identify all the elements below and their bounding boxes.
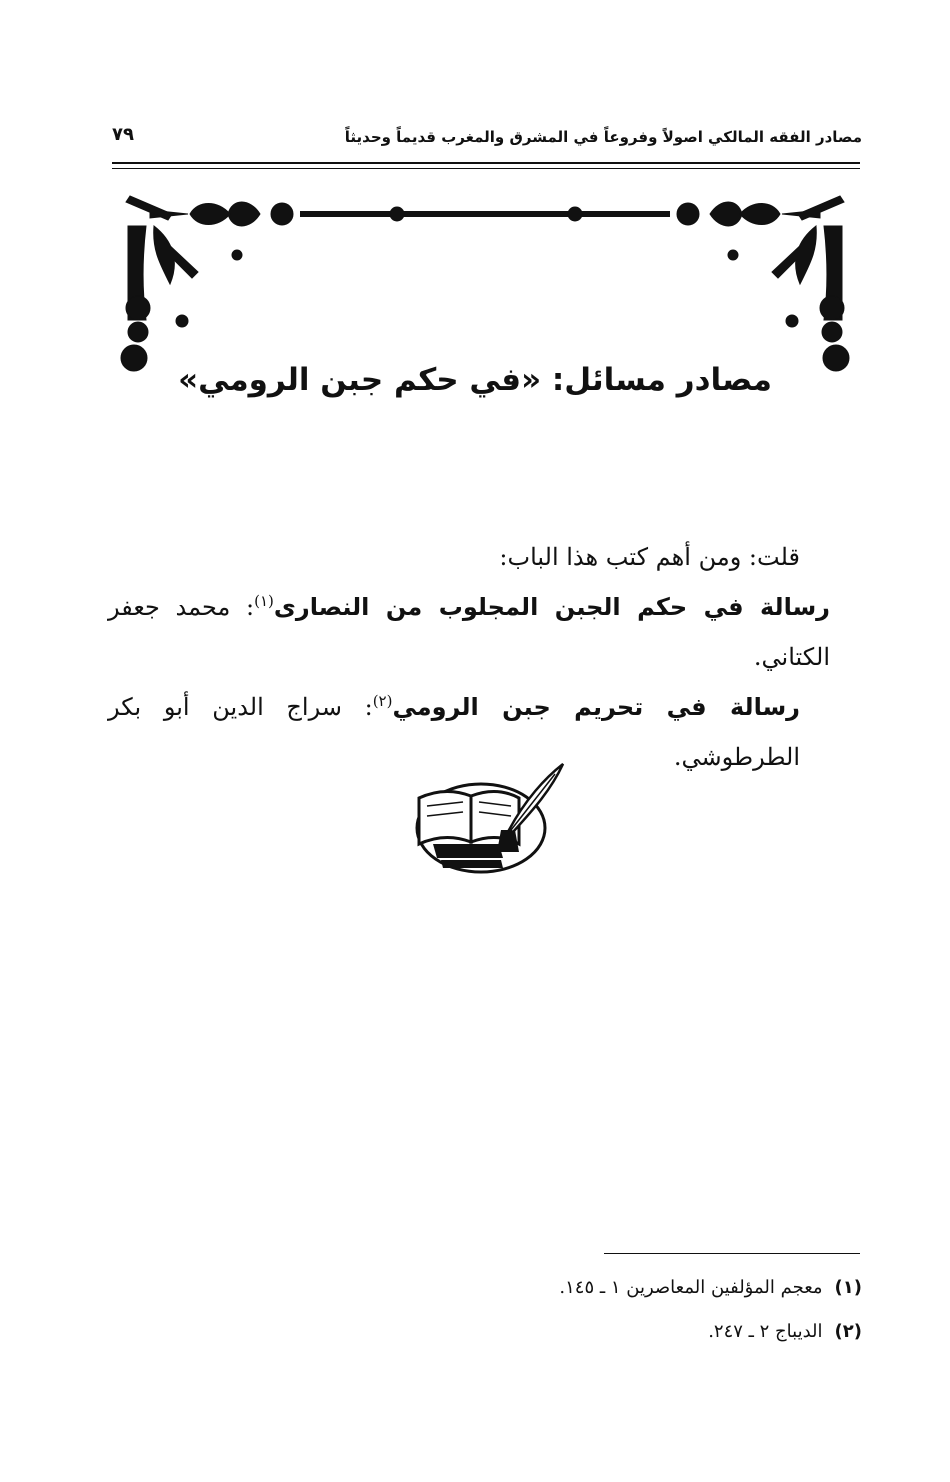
footnote-number: (٢) [834, 1321, 862, 1342]
entry-author: : سراج الدين أبو بكر الطرطوشي. [108, 693, 800, 771]
entry-author: : محمد جعفر الكتاني. [108, 593, 830, 671]
footnote-1 [242, 1266, 862, 1310]
chapter-title: مصادر مسائل: «في حكم جبن الرومي» [178, 362, 772, 398]
main-text [108, 532, 830, 782]
footnote-marker[interactable]: (٢) [372, 692, 393, 710]
header-rule-thin [112, 168, 860, 169]
footnote-text: الديباج ٢ ـ ٢٤٧. [708, 1321, 823, 1342]
intro-line: قلت: ومن أهم كتب هذا الباب: [499, 543, 800, 571]
entry-title: رسالة في تحريم جبن الرومي [392, 693, 800, 721]
book-and-quill-icon [405, 760, 567, 878]
entry-title: رسالة في حكم الجبن المجلوب من النصارى [273, 593, 830, 621]
footnote-rule [604, 1253, 860, 1254]
ornamental-frame-icon [110, 180, 860, 375]
header-rule-thick [112, 162, 860, 164]
footnote-2 [242, 1310, 862, 1354]
footnote-number: (١) [834, 1277, 862, 1298]
running-header-title: مصادر الفقه المالكي اصولاً وفروعاً في المشرق والمغرب قديماً وحديثاً [344, 128, 862, 146]
reference-entry-1 [108, 582, 830, 682]
footnotes [242, 1266, 862, 1354]
footnote-text: معجم المؤلفين المعاصرين ١ ـ ١٤٥. [559, 1277, 823, 1298]
footnote-marker[interactable]: (١) [254, 592, 274, 610]
page-number: ٧٩ [112, 124, 134, 145]
